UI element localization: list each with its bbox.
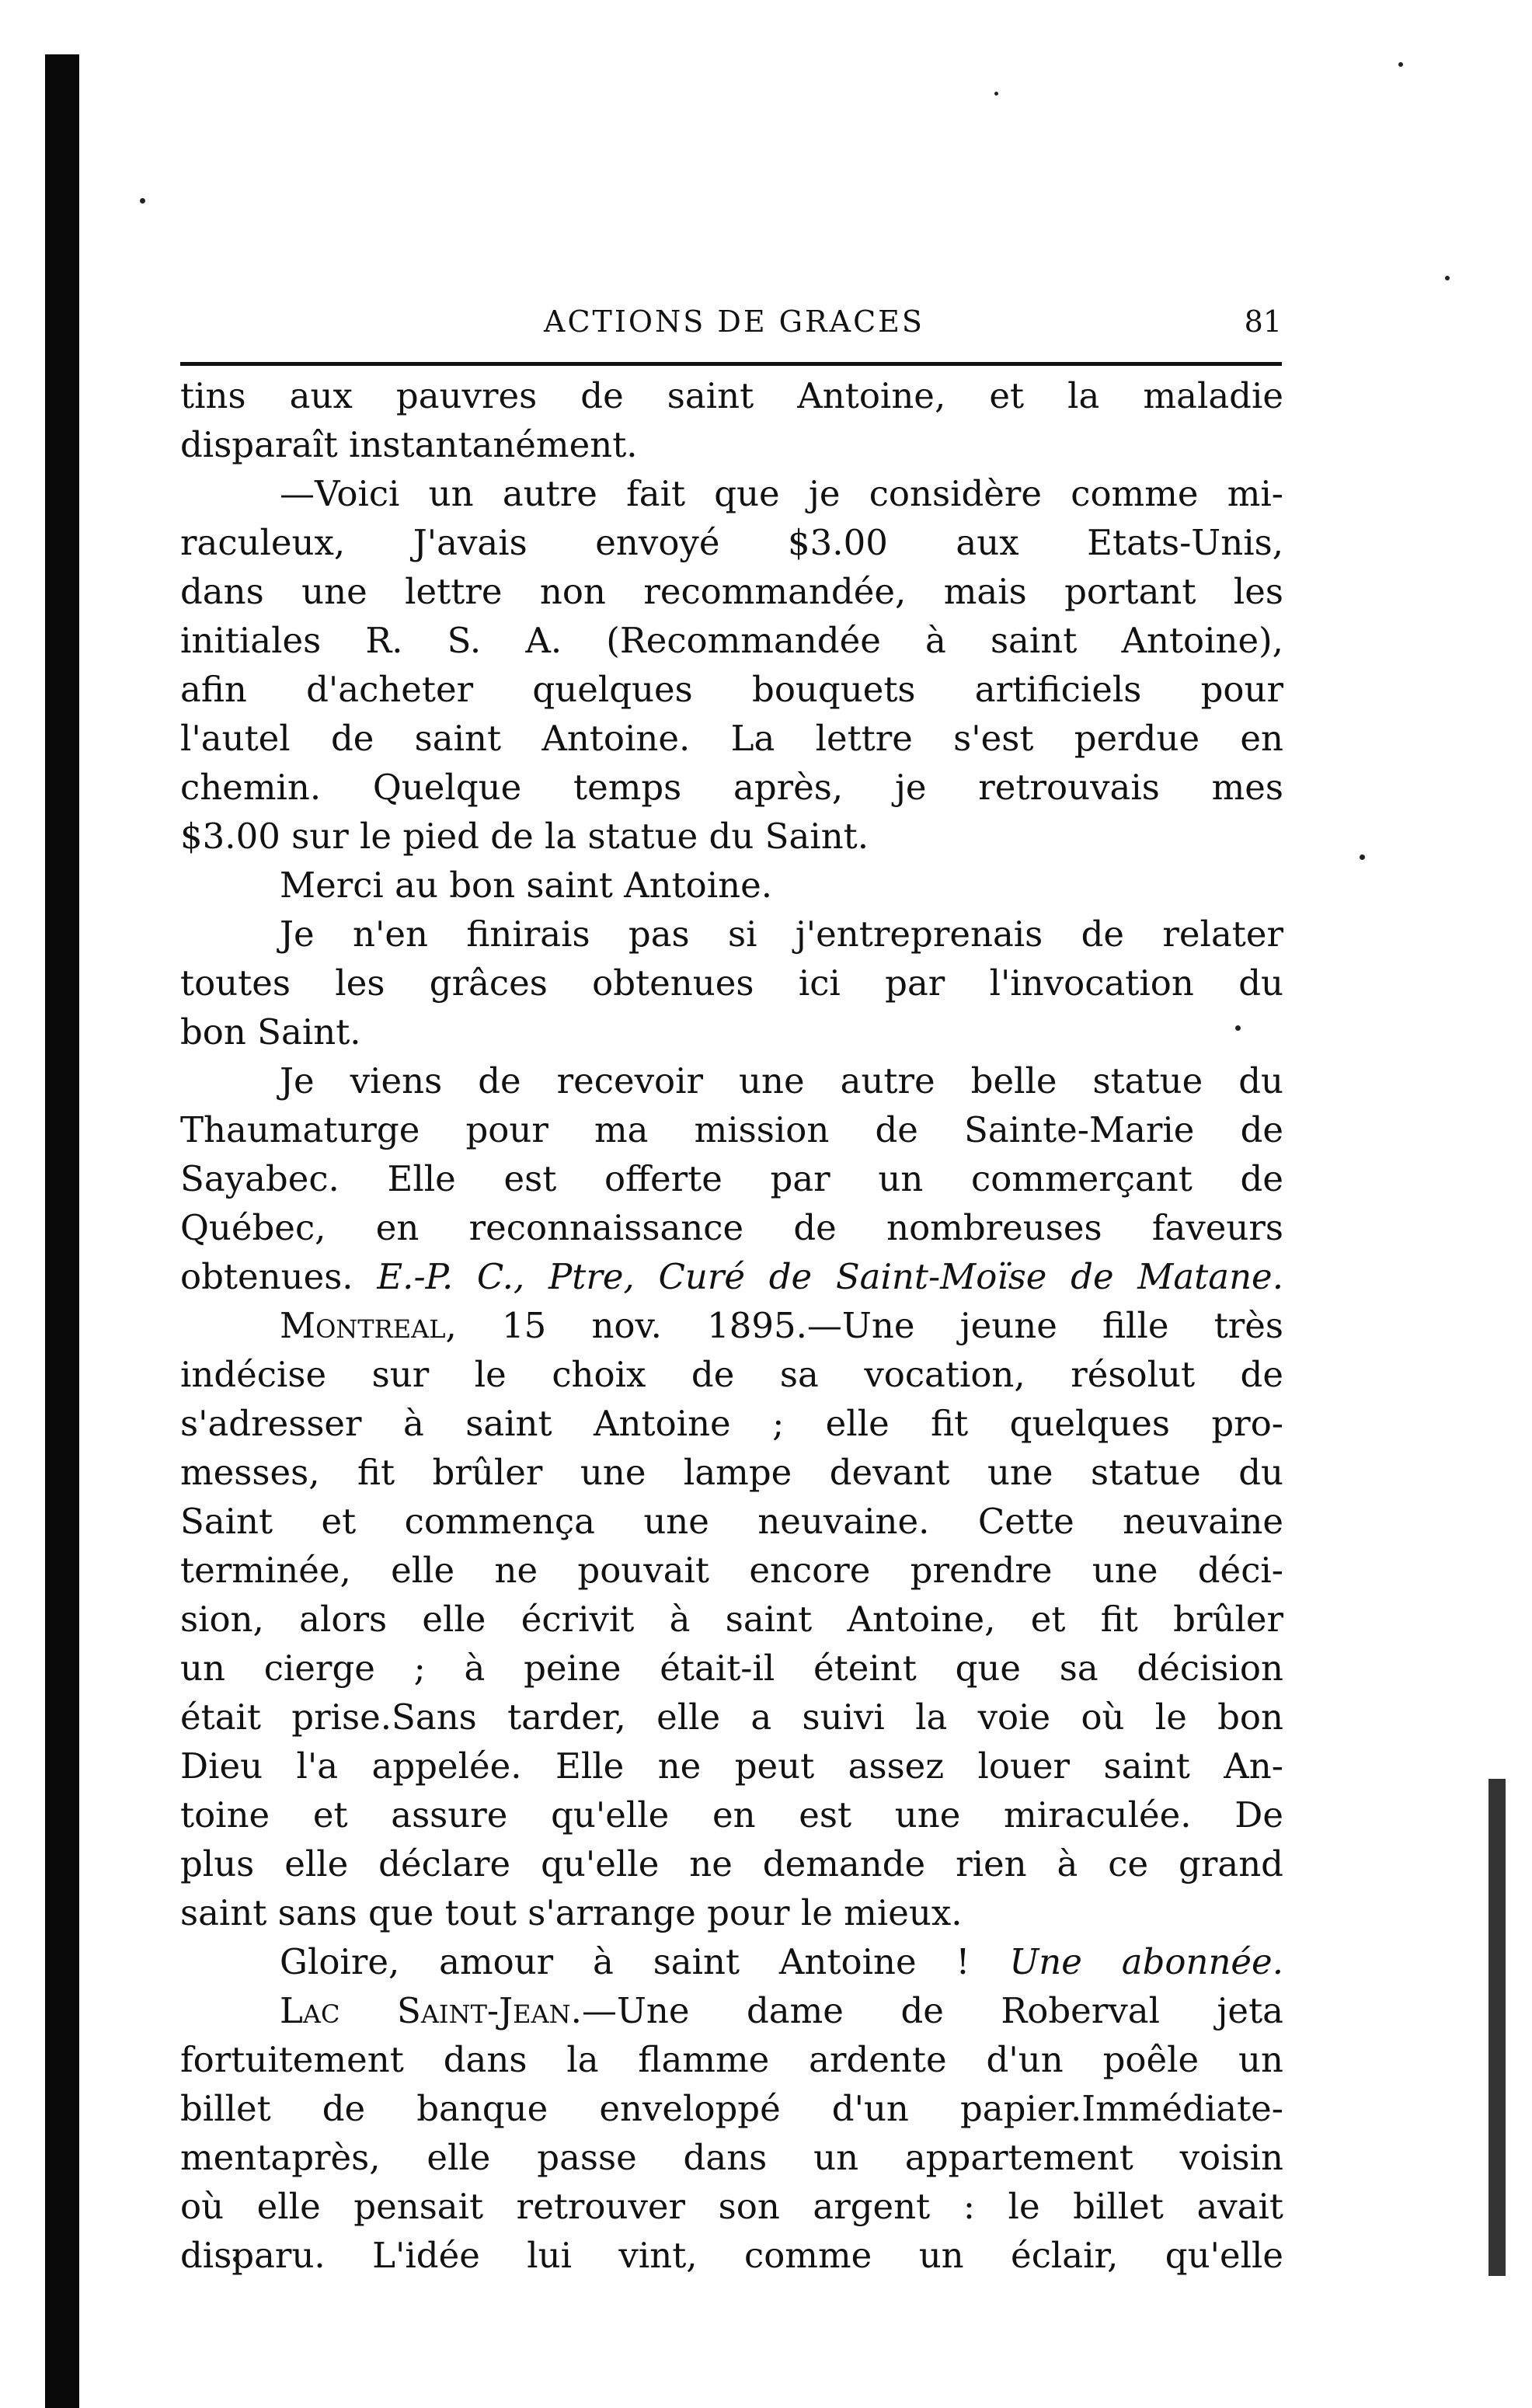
running-head — [179, 304, 1282, 351]
text-line: mentaprès, elle passe dans un appartement voisin — [180, 2137, 1283, 2178]
dateline-lac-saint-jean — [180, 1986, 1283, 2035]
signature-line — [180, 1937, 1283, 1986]
scan-speck — [1398, 62, 1403, 67]
text-line: Merci au bon saint Antoine. — [280, 865, 773, 906]
body-text — [180, 371, 1283, 2280]
text-line-rest: —Une dame de Roberval jeta — [581, 1990, 1283, 2031]
text-line: Je viens de recevoir une autre belle statue du — [280, 1060, 1283, 1101]
header-rule — [180, 362, 1282, 366]
scan-speck — [1445, 276, 1450, 280]
text-line-lead: obtenues. — [180, 1256, 353, 1297]
text-line: Thaumaturge pour ma mission de Sainte-Marie de — [180, 1109, 1283, 1150]
text-line: dans une lettre non recommandée, mais portant les — [180, 571, 1283, 612]
text-line: —Voici un autre fait que je considère comme mi- — [280, 473, 1283, 514]
text-line: un cierge ; à peine était-il éteint que sa décision — [180, 1648, 1283, 1689]
text-line: plus elle déclare qu'elle ne demande rien à ce grand — [180, 1843, 1283, 1884]
place-name: Montreal, — [280, 1305, 457, 1346]
text-line: toutes les grâces obtenues ici par l'invocation du — [180, 962, 1283, 1004]
text-line: Québec, en reconnaissance de nombreuses faveurs — [180, 1207, 1283, 1248]
text-line: disparaît instantanément. — [180, 424, 638, 465]
text-line: initiales R. S. A. (Recommandée à saint Antoine), — [180, 620, 1283, 661]
text-line: Saint et commença une neuvaine. Cette neuvaine — [180, 1501, 1283, 1542]
signature: E.-P. C., Ptre, Curé de Saint-Moïse de Matane. — [377, 1256, 1283, 1297]
text-line: toine et assure qu'elle en est une miraculée. De — [180, 1794, 1283, 1836]
signature-line — [180, 1252, 1283, 1301]
scan-speck — [1360, 854, 1365, 860]
text-line: saint sans que tout s'arrange pour le mieux. — [180, 1892, 963, 1933]
text-line: bon Saint. — [180, 1011, 361, 1053]
text-line: était prise.Sans tarder, elle a suivi la voie où le bon — [180, 1696, 1283, 1738]
place-name: Lac Saint-Jean. — [280, 1990, 582, 2031]
text-line: messes, fit brûler une lampe devant une statue du — [180, 1452, 1283, 1493]
text-line: raculeux, J'avais envoyé $3.00 aux Etats-Unis, — [180, 522, 1283, 563]
text-line: tins aux pauvres de saint Antoine, et la maladie — [180, 375, 1283, 416]
text-line: s'adresser à saint Antoine ; elle fit quelques pro- — [180, 1403, 1283, 1444]
text-line: afin d'acheter quelques bouquets artificiels pour — [180, 669, 1283, 710]
scan-speck — [994, 92, 998, 96]
scan-right-edge-bar — [1488, 1779, 1506, 2276]
text-line: Dieu l'a appelée. Elle ne peut assez louer saint An- — [180, 1745, 1283, 1787]
text-line: indécise sur le choix de sa vocation, résolut de — [180, 1354, 1283, 1395]
text-line: fortuitement dans la flamme ardente d'un poêle un — [180, 2039, 1283, 2080]
text-line: terminée, elle ne pouvait encore prendre une déci- — [180, 1550, 1283, 1591]
running-title: ACTIONS DE GRACES — [544, 304, 924, 339]
text-line-rest: 15 nov. 1895.—Une jeune fille très — [501, 1305, 1283, 1346]
scan-left-edge-bar — [45, 54, 79, 2408]
text-line: Sayabec. Elle est offerte par un commerçant de — [180, 1158, 1283, 1199]
signature: Une abonnée. — [1009, 1941, 1283, 1982]
text-line-lead: Gloire, amour à saint Antoine ! — [280, 1941, 970, 1982]
text-line: billet de banque enveloppé d'un papier.Immédiate- — [180, 2088, 1283, 2129]
text-line: Je n'en finirais pas si j'entreprenais de relater — [280, 913, 1283, 955]
page-number: 81 — [1244, 304, 1282, 339]
text-line: $3.00 sur le pied de la statue du Saint. — [180, 816, 869, 857]
text-line: chemin. Quelque temps après, je retrouvais mes — [180, 767, 1283, 808]
text-line: disparu. L'idée lui vint, comme un éclair, qu'elle — [180, 2235, 1283, 2276]
text-line: sion, alors elle écrivit à saint Antoine, et fit brûler — [180, 1599, 1283, 1640]
text-line: où elle pensait retrouver son argent : le billet avait — [180, 2186, 1283, 2227]
dateline-montreal — [180, 1301, 1283, 1350]
text-line: l'autel de saint Antoine. La lettre s'est perdue en — [180, 718, 1283, 759]
scan-speck — [140, 198, 145, 204]
